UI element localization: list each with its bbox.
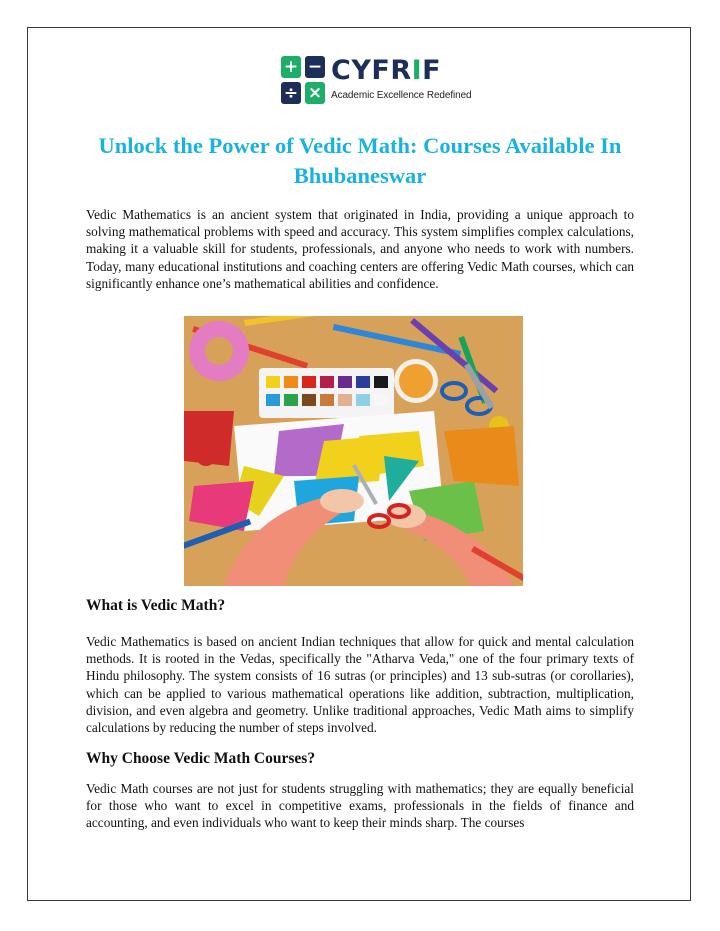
section-heading-why-choose: Why Choose Vedic Math Courses? [86,750,316,767]
minus-icon: − [305,56,325,78]
art-supplies-photo [184,316,523,586]
logo-word-part: I [411,55,423,86]
art-supplies-illustration [184,316,523,586]
plus-icon: + [281,56,301,78]
page-title: Unlock the Power of Vedic Math: Courses Available In Bhubaneswar [98,133,622,188]
multiply-icon: × [305,82,325,104]
intro-paragraph: Vedic Mathematics is an ancient system that originated in India, providing a unique approach to solving mathematical problems with speed and accuracy. This system simplifies complex calculations, making it a valuable skill for students, professionals, and anyone who needs to work with numbers. Today, many educational institutions and coaching centers are offering Vedic Math courses, which can significantly enhance one’s mathematical abilities and confidence. [86,207,634,291]
section-heading-what-is-vedic-math: What is Vedic Math? [86,597,226,614]
logo-wordmark [331,56,441,86]
cyfrif-logo [281,55,472,112]
divide-icon: ÷ [281,82,301,104]
math-symbols-icon [281,56,327,106]
logo-word-part: CYF [331,55,391,86]
logo-word-part: F [422,55,442,86]
section-paragraph-why-choose: Vedic Math courses are not just for students struggling with mathematics; they are equally beneficial for those who want to excel in competitive exams, professionals in the fields of finance and accounting, and even individuals who want to keep their minds sharp. The courses [86,781,634,831]
section-paragraph-what-is-vedic-math: Vedic Mathematics is based on ancient Indian techniques that allow for quick and mental calculation methods. It is rooted in the Vedas, specifically the "Atharva Veda," one of the four primary texts of Hindu philosophy. The system consists of 16 sutras (or principles) and 13 sub-sutras (or corollaries), which can be applied to various mathematical operations like addition, subtraction, multiplication, division, and even algebra and geometry. Unlike traditional approaches, Vedic Math aims to simplify calculations by reducing the number of steps involved. [86,634,634,736]
logo-word-part: R [390,55,412,86]
logo-tagline: Academic Excellence Redefined [331,90,472,101]
